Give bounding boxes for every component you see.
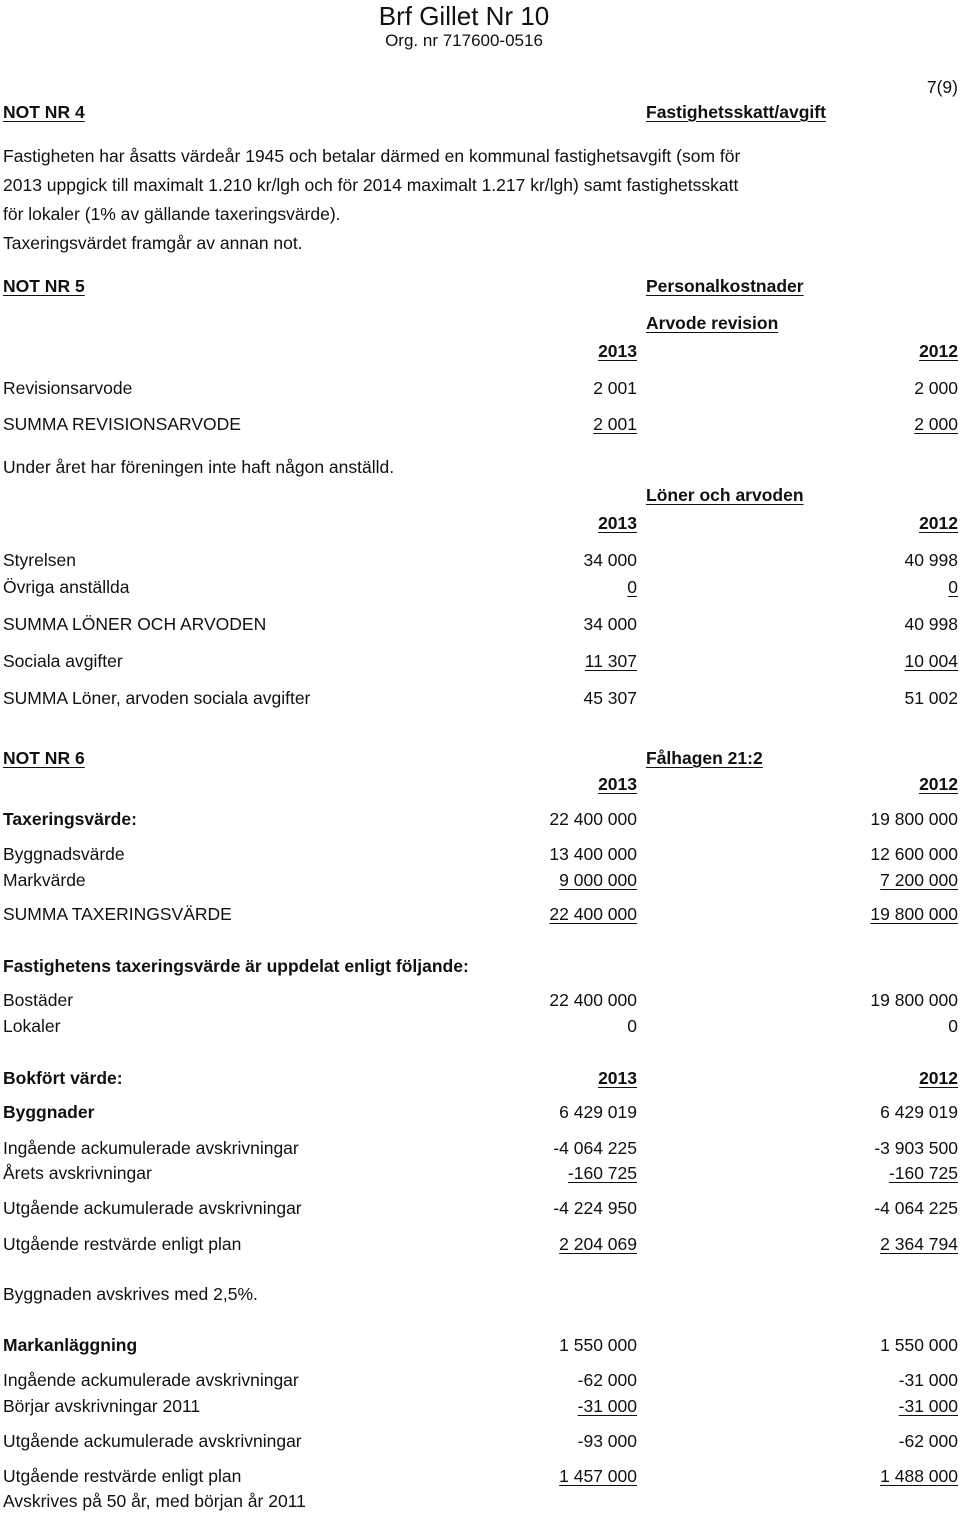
row-label: SUMMA REVISIONSARVODE xyxy=(3,414,241,434)
value-2012: -160 725 xyxy=(888,1163,958,1183)
row-label: Styrelsen xyxy=(3,550,76,570)
value-2012: -3 903 500 xyxy=(874,1138,958,1158)
value-2013: -4 224 950 xyxy=(553,1198,637,1218)
value-2013: -62 000 xyxy=(577,1370,637,1390)
year-2012-header: 2012 xyxy=(919,513,958,533)
row-label: Byggnadsvärde xyxy=(3,844,125,864)
row-label: Taxeringsvärde: xyxy=(3,809,137,829)
row-label: SUMMA Löner, arvoden sociala avgifter xyxy=(3,688,311,708)
row-label: SUMMA TAXERINGSVÄRDE xyxy=(3,904,232,924)
value-2013: -4 064 225 xyxy=(553,1138,637,1158)
value-2013: 22 400 000 xyxy=(549,990,637,1010)
year-2013-header: 2013 xyxy=(598,513,637,533)
value-2012: 12 600 000 xyxy=(870,844,958,864)
value-2013: 0 xyxy=(627,577,637,597)
row-label: Byggnader xyxy=(3,1102,95,1122)
value-2013: 6 429 019 xyxy=(559,1102,637,1122)
value-2012: -31 000 xyxy=(898,1396,958,1416)
year-2012-header: 2012 xyxy=(919,341,958,361)
note-5-remark: Under året har föreningen inte haft någon anställd. xyxy=(3,457,395,477)
row-label: Ingående ackumulerade avskrivningar xyxy=(3,1370,299,1390)
row-label: Lokaler xyxy=(3,1016,61,1036)
row-label: Revisionsarvode xyxy=(3,378,133,398)
note-4-text xyxy=(3,142,903,258)
value-2012: 6 429 019 xyxy=(880,1102,958,1122)
note-4-line: 2013 uppgick till maximalt 1.210 kr/lgh och för 2014 maximalt 1.217 kr/lgh) samt fastighetsskatt xyxy=(3,175,739,195)
note-4-label: NOT NR 4 xyxy=(3,102,85,122)
value-2012: 2 000 xyxy=(914,414,958,434)
year-2012-header: 2012 xyxy=(919,774,958,794)
value-2012: 40 998 xyxy=(904,550,958,570)
row-label: Markvärde xyxy=(3,870,86,890)
value-2013: 34 000 xyxy=(583,614,637,634)
row-label: Utgående restvärde enligt plan xyxy=(3,1466,242,1486)
value-2013: 13 400 000 xyxy=(549,844,637,864)
value-2013: 45 307 xyxy=(583,688,637,708)
value-2012: 2 000 xyxy=(914,378,958,398)
value-2012: 0 xyxy=(948,1016,958,1036)
building-depreciation-note: Byggnaden avskrives med 2,5%. xyxy=(3,1284,258,1304)
value-2013: 1 457 000 xyxy=(559,1466,637,1486)
row-label: Börjar avskrivningar 2011 xyxy=(3,1396,201,1416)
row-label: Övriga anställda xyxy=(3,577,130,597)
land-depreciation-note: Avskrives på 50 år, med början år 2011 xyxy=(3,1491,306,1511)
note-6-title: Fålhagen 21:2 xyxy=(646,748,763,768)
value-2013: 22 400 000 xyxy=(549,809,637,829)
value-2012: 0 xyxy=(948,577,958,597)
row-label: SUMMA LÖNER OCH ARVODEN xyxy=(3,614,267,634)
note-5-title: Personalkostnader xyxy=(646,276,804,296)
value-2012: 1 488 000 xyxy=(880,1466,958,1486)
value-2012: 7 200 000 xyxy=(880,870,958,890)
note-4-line: Fastigheten har åsatts värdeår 1945 och betalar därmed en kommunal fastighetsavgift (som för xyxy=(3,146,741,166)
year-2013-header: 2013 xyxy=(598,1068,637,1088)
value-2013: 2 001 xyxy=(593,414,637,434)
year-2013-header: 2013 xyxy=(598,774,637,794)
value-2013: 11 307 xyxy=(584,651,637,671)
org-number: Org. nr 717600-0516 xyxy=(385,31,543,50)
split-heading: Fastighetens taxeringsvärde är uppdelat enligt följande: xyxy=(3,956,469,976)
note-6-label: NOT NR 6 xyxy=(3,748,85,768)
note-4-line: för lokaler (1% av gällande taxeringsvärde). xyxy=(3,204,341,224)
value-2012: 2 364 794 xyxy=(880,1234,958,1254)
row-label: Årets avskrivningar xyxy=(3,1163,152,1183)
value-2013: -160 725 xyxy=(567,1163,637,1183)
value-2012: -62 000 xyxy=(898,1431,958,1451)
value-2012: -4 064 225 xyxy=(874,1198,958,1218)
row-label: Sociala avgifter xyxy=(3,651,123,671)
value-2013: 34 000 xyxy=(583,550,637,570)
row-label: Utgående ackumulerade avskrivningar xyxy=(3,1431,302,1451)
book-value-heading: Bokfört värde: xyxy=(3,1068,123,1088)
year-2012-header: 2012 xyxy=(919,1068,958,1088)
note-4-line: Taxeringsvärdet framgår av annan not. xyxy=(3,233,303,253)
value-2012: 19 800 000 xyxy=(870,809,958,829)
row-label: Utgående restvärde enligt plan xyxy=(3,1234,242,1254)
value-2012: 51 002 xyxy=(904,688,958,708)
note-5-label: NOT NR 5 xyxy=(3,276,85,296)
row-label: Utgående ackumulerade avskrivningar xyxy=(3,1198,302,1218)
note-4-title: Fastighetsskatt/avgift xyxy=(646,102,826,122)
value-2013: 1 550 000 xyxy=(559,1335,637,1355)
value-2013: 0 xyxy=(627,1016,637,1036)
value-2012: -31 000 xyxy=(898,1370,958,1390)
value-2013: -93 000 xyxy=(577,1431,637,1451)
value-2013: 9 000 000 xyxy=(559,870,637,890)
value-2012: 19 800 000 xyxy=(870,990,958,1010)
value-2012: 1 550 000 xyxy=(880,1335,958,1355)
audit-fee-heading: Arvode revision xyxy=(646,313,779,333)
value-2012: 40 998 xyxy=(904,614,958,634)
year-2013-header: 2013 xyxy=(598,341,637,361)
row-label: Bostäder xyxy=(3,990,74,1010)
page-number: 7(9) xyxy=(926,77,958,97)
value-2012: 19 800 000 xyxy=(870,904,958,924)
row-label: Markanläggning xyxy=(3,1335,138,1355)
value-2013: -31 000 xyxy=(577,1396,637,1416)
value-2012: 10 004 xyxy=(904,651,958,671)
value-2013: 2 204 069 xyxy=(559,1234,637,1254)
value-2013: 2 001 xyxy=(593,378,637,398)
value-2013: 22 400 000 xyxy=(549,904,637,924)
salaries-heading: Löner och arvoden xyxy=(646,485,804,505)
document-title: Brf Gillet Nr 10 xyxy=(378,1,550,31)
row-label: Ingående ackumulerade avskrivningar xyxy=(3,1138,299,1158)
